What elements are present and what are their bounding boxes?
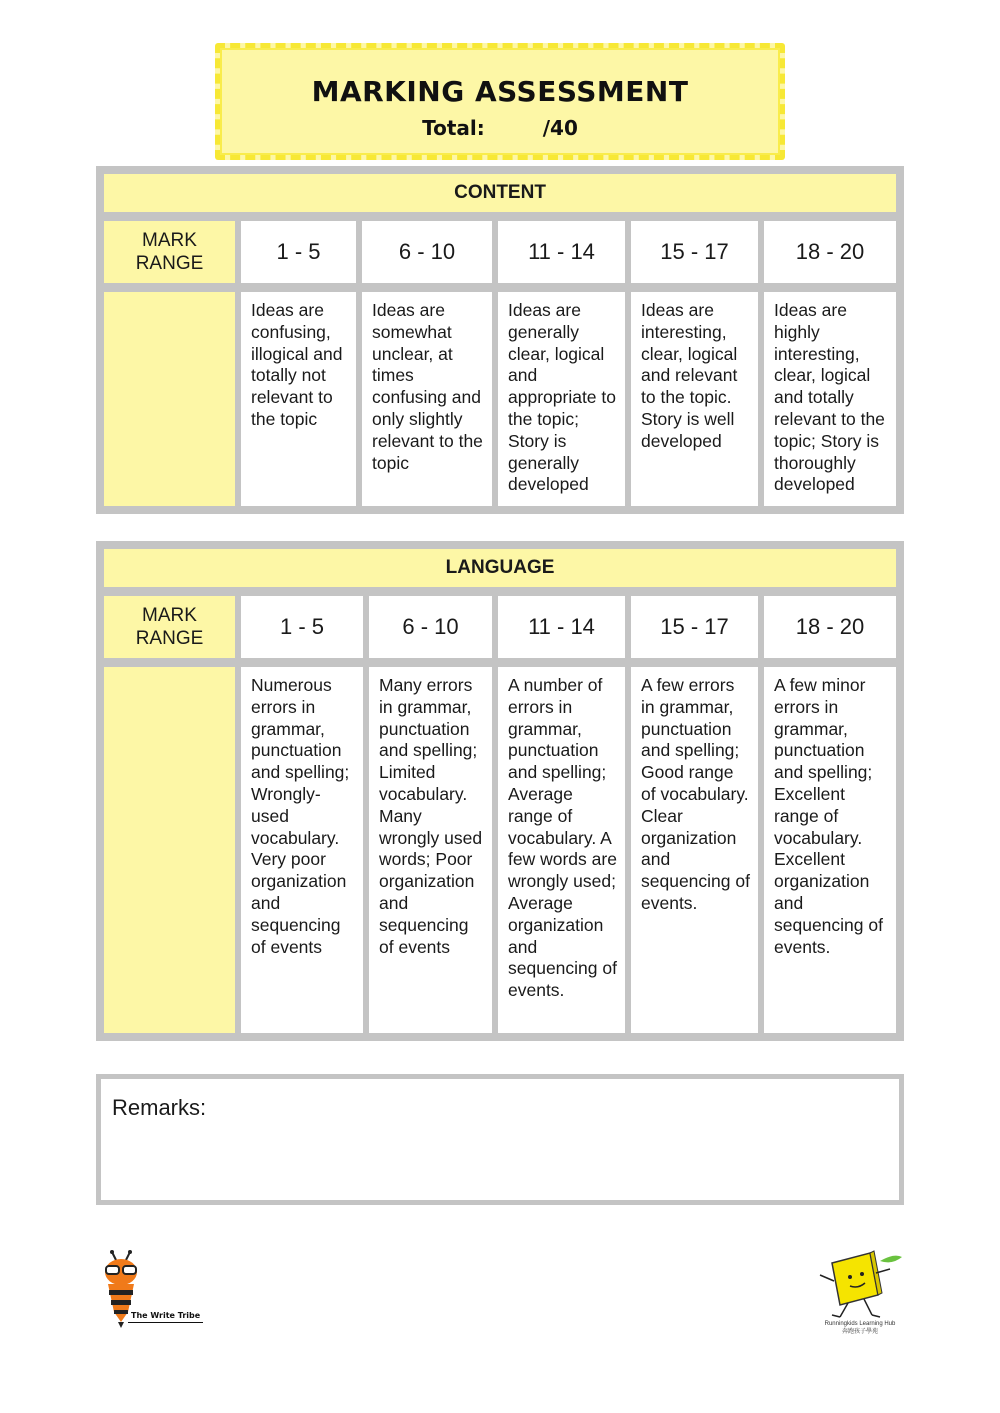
write-tribe-caption: The Write Tribe: [131, 1311, 201, 1320]
content-descriptor-3: Ideas are generally clear, logical and appropriate to the topic; Story is generally developed: [495, 289, 628, 509]
content-range-2: 6 - 10: [359, 218, 495, 289]
language-descriptor-4: A few errors in grammar, punctuation and spelling; Good range of vocabulary. Clear organization and sequencing of events.: [628, 664, 761, 1036]
language-range-3: 11 - 14: [495, 593, 628, 664]
remarks-label: Remarks:: [112, 1095, 207, 1120]
content-descriptor-1: Ideas are confusing, illogical and totally not relevant to the topic: [238, 289, 359, 509]
content-mark-range-label: [101, 218, 238, 289]
mark-label-line2: RANGE: [135, 253, 204, 274]
content-section-title: CONTENT: [101, 171, 899, 218]
content-range-4: 15 - 17: [628, 218, 761, 289]
language-mark-range-row: [101, 593, 899, 664]
content-descriptor-5: Ideas are highly interesting, clear, logical and totally relevant to the topic; Story is thoroughly developed: [761, 289, 899, 509]
caption-underline: [128, 1322, 203, 1323]
total-score: [220, 116, 780, 140]
content-descriptor-2: Ideas are somewhat unclear, at times confusing and only slightly relevant to the topic: [359, 289, 495, 509]
content-range-3: 11 - 14: [495, 218, 628, 289]
content-range-5: 18 - 20: [761, 218, 899, 289]
language-rubric-table: [96, 541, 904, 1041]
language-range-5: 18 - 20: [761, 593, 899, 664]
total-label: Total:: [422, 116, 485, 140]
runningkids-caption: [812, 1320, 908, 1336]
language-descriptor-row: [101, 664, 899, 1036]
language-section-header-row: [101, 546, 899, 593]
language-score-cell: [101, 664, 238, 1036]
mark-label-line1: MARK: [142, 605, 197, 626]
language-descriptor-5: A few minor errors in grammar, punctuation and spelling; Excellent range of vocabulary. Excellent organization and sequencing of events.: [761, 664, 899, 1036]
runningkids-caption-line2: 奔跑孩子學苑: [841, 1329, 878, 1335]
page-title: MARKING ASSESSMENT: [311, 75, 689, 108]
language-range-4: 15 - 17: [628, 593, 761, 664]
content-descriptor-4: Ideas are interesting, clear, logical and relevant to the topic. Story is well developed: [628, 289, 761, 509]
content-descriptor-row: [101, 289, 899, 509]
language-descriptor-2: Many errors in grammar, punctuation and spelling; Limited vocabulary. Many wrongly used words; Poor organization and sequencing of events: [366, 664, 495, 1036]
content-mark-range-row: [101, 218, 899, 289]
language-range-2: 6 - 10: [366, 593, 495, 664]
content-score-cell: [101, 289, 238, 509]
content-rubric-table: [96, 166, 904, 514]
language-descriptor-3: A number of errors in grammar, punctuation and spelling; Average range of vocabulary. A few words are wrongly used; Average organization and sequencing of events.: [495, 664, 628, 1036]
header-banner: [215, 43, 785, 160]
total-value: /40: [542, 116, 578, 140]
language-range-1: 1 - 5: [238, 593, 366, 664]
content-section-header-row: [101, 171, 899, 218]
language-mark-range-label: [101, 593, 238, 664]
mark-label-line2: RANGE: [135, 628, 204, 649]
remarks-box[interactable]: [96, 1074, 904, 1205]
mark-label-line1: MARK: [142, 230, 197, 251]
language-section-title: LANGUAGE: [101, 546, 899, 593]
runningkids-caption-line1: Runningkids Learning Hub: [824, 1321, 896, 1327]
language-descriptor-1: Numerous errors in grammar, punctuation and spelling; Wrongly-used vocabulary. Very poor organization and sequencing of events: [238, 664, 366, 1036]
content-range-1: 1 - 5: [238, 218, 359, 289]
